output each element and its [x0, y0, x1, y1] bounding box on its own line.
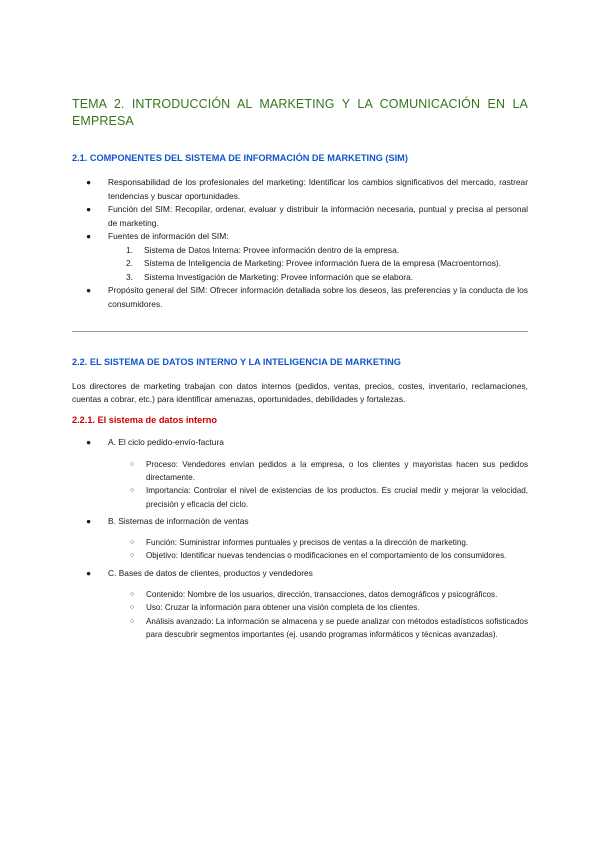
- circle-bullet-icon: ○: [130, 460, 135, 468]
- circle-bullet-icon: ○: [130, 539, 135, 547]
- numbered-item: 1. Sistema de Datos Interna: Provee información dentro de la empresa.: [126, 244, 400, 255]
- circle-bullet-icon: ○: [130, 604, 135, 612]
- list-item: ● Responsabilidad de los profesionales del marketing: Identificar los cambios significativos del mercado, rastrear tendencias y buscar oportunidades.: [86, 177, 528, 201]
- document-title: TEMA 2. INTRODUCCIÓN AL MARKETING Y LA COMUNICACIÓN EN LA EMPRESA: [72, 97, 528, 128]
- bullet-icon: ●: [86, 567, 92, 578]
- section-2-2-paragraph: Los directores de marketing trabajan con datos internos (pedidos, ventas, precios, costes, inventario, reclamaciones, cuentas a cobrar, etc.) para identificar amenazas, oportunidades, debilidades y fortalezas.: [72, 381, 528, 405]
- list-item: ● Función del SIM: Recopilar, ordenar, evaluar y distribuir la información necesaria, puntual y precisa al personal de marketing.: [86, 204, 528, 228]
- section-2-1-bullets: [72, 176, 528, 311]
- numbered-item: 2. Sistema de Inteligencia de Marketing: Provee información fuera de la empresa (Macroentornos).: [126, 258, 502, 268]
- circle-bullet-icon: ○: [130, 617, 135, 625]
- group-b-items: [72, 536, 528, 562]
- numbered-item: 3. Sistema Investigación de Marketing: Provee información que se elabora.: [126, 271, 414, 282]
- section-heading-2-2: 2.2. EL SISTEMA DE DATOS INTERNO Y LA INTELIGENCIA DE MARKETING: [72, 357, 401, 367]
- list-item: ● Propósito general del SIM: Ofrecer información detallada sobre los deseos, las preferencias y la conducta de los consumidores.: [86, 285, 528, 309]
- section-heading-2-1: 2.1. COMPONENTES DEL SISTEMA DE INFORMACIÓN DE MARKETING (SIM): [72, 153, 408, 163]
- bullet-icon: ●: [86, 285, 92, 295]
- list-item: ○ Importancia: Controlar el nivel de existencias de los productos. Es crucial medir y mejorar la velocidad, precisión y eficacia del ciclo.: [130, 486, 528, 509]
- group-c-label: ● C. Bases de datos de clientes, productos y vendedores: [72, 567, 528, 581]
- circle-bullet-icon: ○: [130, 487, 135, 495]
- group-a-items: [72, 458, 528, 511]
- list-item: ○ Proceso: Vendedores envían pedidos a la empresa, o los clientes y mayoristas hacen sus pedidos directamente.: [130, 459, 528, 483]
- group-a-label: ● A. El ciclo pedido-envío-factura: [72, 436, 528, 450]
- sources-list: [108, 244, 528, 285]
- bullet-icon: ●: [86, 204, 92, 214]
- list-item: ○ Uso: Cruzar la información para obtener una visión completa de los clientes.: [72, 601, 528, 614]
- circle-bullet-icon: ○: [130, 591, 135, 599]
- bullet-icon: ●: [86, 231, 92, 241]
- list-item: ○ Análisis avanzado: La información se almacena y se puede analizar con métodos estadísticos sofisticados para descubrir segmentos importantes (ej. usando programas informáticos y técnicas avanzadas).: [130, 616, 528, 639]
- bullet-icon: ●: [86, 437, 92, 448]
- group-b-label: ● B. Sistemas de información de ventas: [72, 515, 528, 529]
- bullet-icon: ●: [86, 515, 92, 526]
- list-item: ○ Contenido: Nombre de los usuarios, dirección, transacciones, datos demográficos y psicográficos.: [72, 588, 528, 601]
- subsection-heading-2-2-1: 2.2.1. El sistema de datos interno: [72, 415, 218, 426]
- bullet-icon: ●: [86, 177, 92, 187]
- list-item: ○ Objetivo: Identificar nuevas tendencias o modificaciones en el comportamiento de los consumidores.: [72, 549, 528, 562]
- circle-bullet-icon: ○: [130, 552, 135, 560]
- list-item: ● Fuentes de información del SIM: 1. Sistema de Datos Interna: Provee información dentro de la empresa. 2. Sistema de Inteligencia de Marketing: Provee información fuera de la empresa (Macroentornos). 3. Sistema Investigación de Marketing: Provee información que se elabora.: [72, 230, 528, 284]
- list-item: ○ Función: Suministrar informes puntuales y precisos de ventas a la dirección de marketing.: [72, 536, 528, 549]
- group-c-items: [72, 588, 528, 641]
- horizontal-divider: [72, 331, 528, 332]
